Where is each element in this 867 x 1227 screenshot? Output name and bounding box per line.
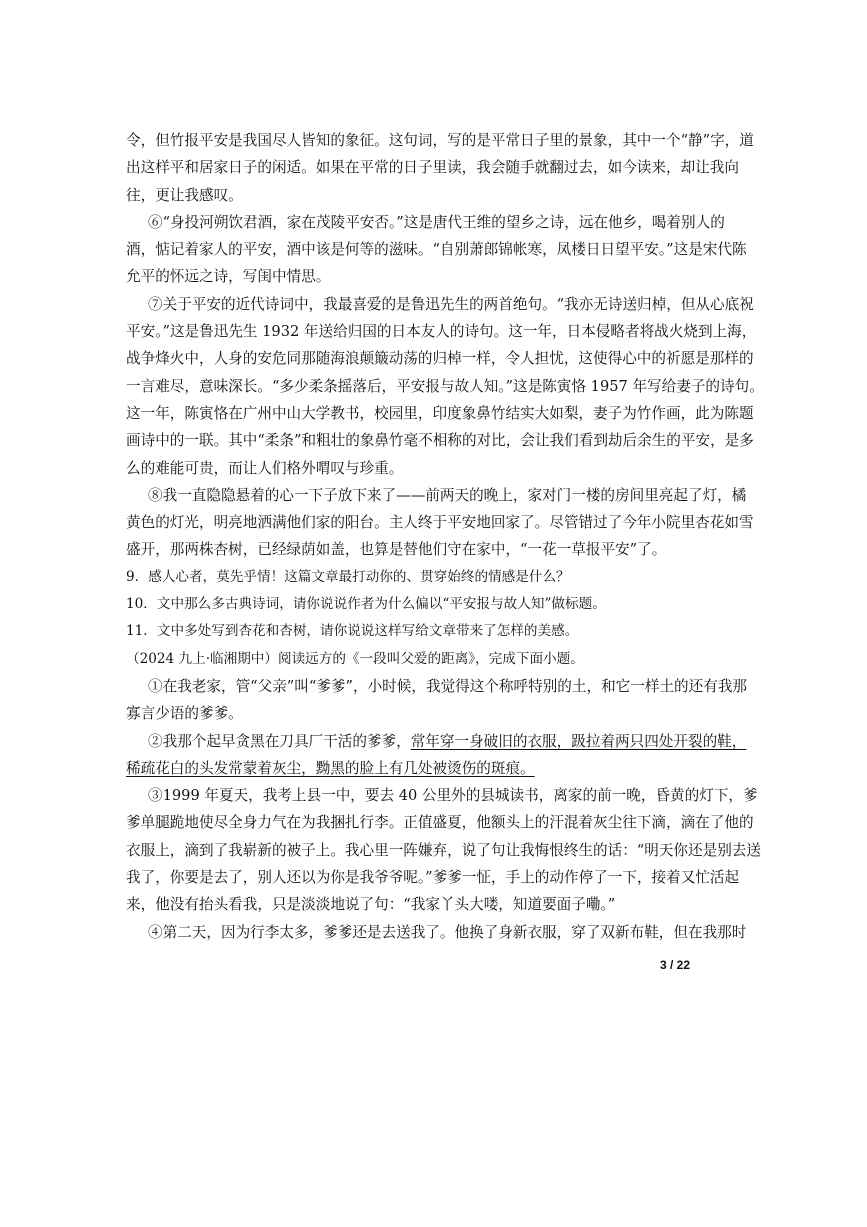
paragraph-4-line: ④第二天，因为行李太多，爹爹还是去送我了。他换了身新衣服，穿了双新布鞋，但在我那时 bbox=[148, 923, 747, 941]
text-line: 一言难尽，意味深长。“多少柔条摇落后，平安报与故人知。”这是陈寅恪 1957 年写给妻子的诗句。 bbox=[126, 377, 764, 395]
text-line: 画诗中的一联。其中“柔条”和粗壮的象鼻竹毫不相称的对比，会让我们看到劫后余生的平安，是多 bbox=[126, 432, 754, 450]
underlined-sentence: 常年穿一身破旧的衣服，趿拉着两只四处开裂的鞋， bbox=[410, 732, 747, 750]
reading-intro: （2024 九上·临湘期中）阅读远方的《一段叫父爱的距离》，完成下面小题。 bbox=[126, 650, 584, 667]
question-9: 9．感人心者，莫先乎情！这篇文章最打动你的、贯穿始终的情感是什么？ bbox=[126, 568, 570, 585]
text-line: 酒，惦记着家人的平安，酒中该是何等的滋味。“自别萧郎锦帐寒，凤楼日日望平安。”这是宋代陈 bbox=[126, 241, 747, 259]
text-line: 寡言少语的爹爹。 bbox=[126, 705, 243, 723]
paragraph-1-line: ①在我老家，管“父亲”叫“爹爹”，小时候，我觉得这个称呼特别的土，和它一样土的还有我那 bbox=[148, 677, 748, 695]
paragraph-6-line: ⑥“身投河朔饮君酒，家在茂陵平安否。”这是唐代王维的望乡之诗，远在他乡，喝着别人的 bbox=[148, 213, 725, 231]
text-line: 允平的怀远之诗，写闺中情思。 bbox=[126, 268, 331, 286]
text-line: 盛开，那两株杏树，已经绿荫如盖，也算是替他们守在家中，“一花一草报平安”了。 bbox=[126, 541, 667, 559]
text-line: 爹单腿跪地使尽全身力气在为我捆扎行李。正值盛夏，他额头上的汗混着灰尘往下滴，滴在了他的 bbox=[126, 814, 754, 832]
underlined-sentence: 稀疏花白的头发常蒙着灰尘，黝黑的脸上有几处被烫伤的斑痕。 bbox=[126, 759, 535, 777]
text-segment: ②我那个起早贪黑在刀具厂干活的爹爹， bbox=[148, 732, 411, 750]
text-line: 令，但竹报平安是我国尽人皆知的象征。这句词，写的是平常日子里的景象，其中一个“静”字，道 bbox=[126, 132, 754, 149]
paragraph-7-line: ⑦关于平安的近代诗词中，我最喜爱的是鲁迅先生的两首绝句。“我亦无诗送归棹，但从心底祝 bbox=[148, 295, 754, 313]
document-page bbox=[126, 127, 764, 946]
paragraph-2-line bbox=[126, 728, 747, 755]
text-line: 我了，你要是去了，别人还以为你是我爷爷呢。”爹爹一怔，手上的动作停了一下，接着又忙活起 bbox=[126, 869, 740, 887]
paragraph-8-line: ⑧我一直隐隐悬着的心一下子放下来了——前两天的晚上，家对门一楼的房间里亮起了灯，橘 bbox=[148, 486, 747, 504]
text-line: 这一年，陈寅恪在广州中山大学教书，校园里，印度象鼻竹结实大如梨，妻子为竹作画，此为陈题 bbox=[126, 404, 754, 422]
question-11: 11．文中多处写到杏花和杏树，请你说说这样写给文章带来了怎样的美感。 bbox=[126, 623, 579, 640]
text-line: 衣服上，滴到了我崭新的被子上。我心里一阵嫌弃，说了句让我悔恨终生的话：“明天你还是别去送 bbox=[126, 841, 761, 859]
text-line: 出这样平和居家日子的闲适。如果在平常的日子里读，我会随手就翻过去，如今读来，却让我向 bbox=[126, 159, 739, 177]
text-line: 往，更让我感叹。 bbox=[126, 186, 243, 204]
text-line: 么的难能可贵，而让人们格外喟叹与珍重。 bbox=[126, 459, 404, 477]
text-line: 来，他没有抬头看我，只是淡淡地说了句：“我家丫头大喽，知道要面子嘞。” bbox=[126, 896, 616, 914]
paragraph-3-line: ③1999 年夏天，我考上县一中，要去 40 公里外的县城读书，离家的前一晚，昏黄的灯下，爹 bbox=[148, 787, 758, 805]
text-line: 黄色的灯光，明亮地洒满他们家的阳台。主人终于平安地回家了。尽管错过了今年小院里杏花如雪 bbox=[126, 514, 754, 532]
page-number: 3 / 22 bbox=[659, 958, 690, 972]
text-line: 平安。”这是鲁迅先生 1932 年送给归国的日本友人的诗句。这一年，日本侵略者将战火烧到上海， bbox=[126, 323, 757, 341]
question-10: 10．文中那么多古典诗词，请你说说作者为什么偏以“平安报与故人知”做标题。 bbox=[126, 596, 606, 613]
text-line: 战争烽火中，人身的安危同那随海浪颠簸动荡的归棹一样，令人担忧，这使得心中的祈愿是那样的 bbox=[126, 350, 754, 368]
text-line bbox=[126, 755, 692, 782]
